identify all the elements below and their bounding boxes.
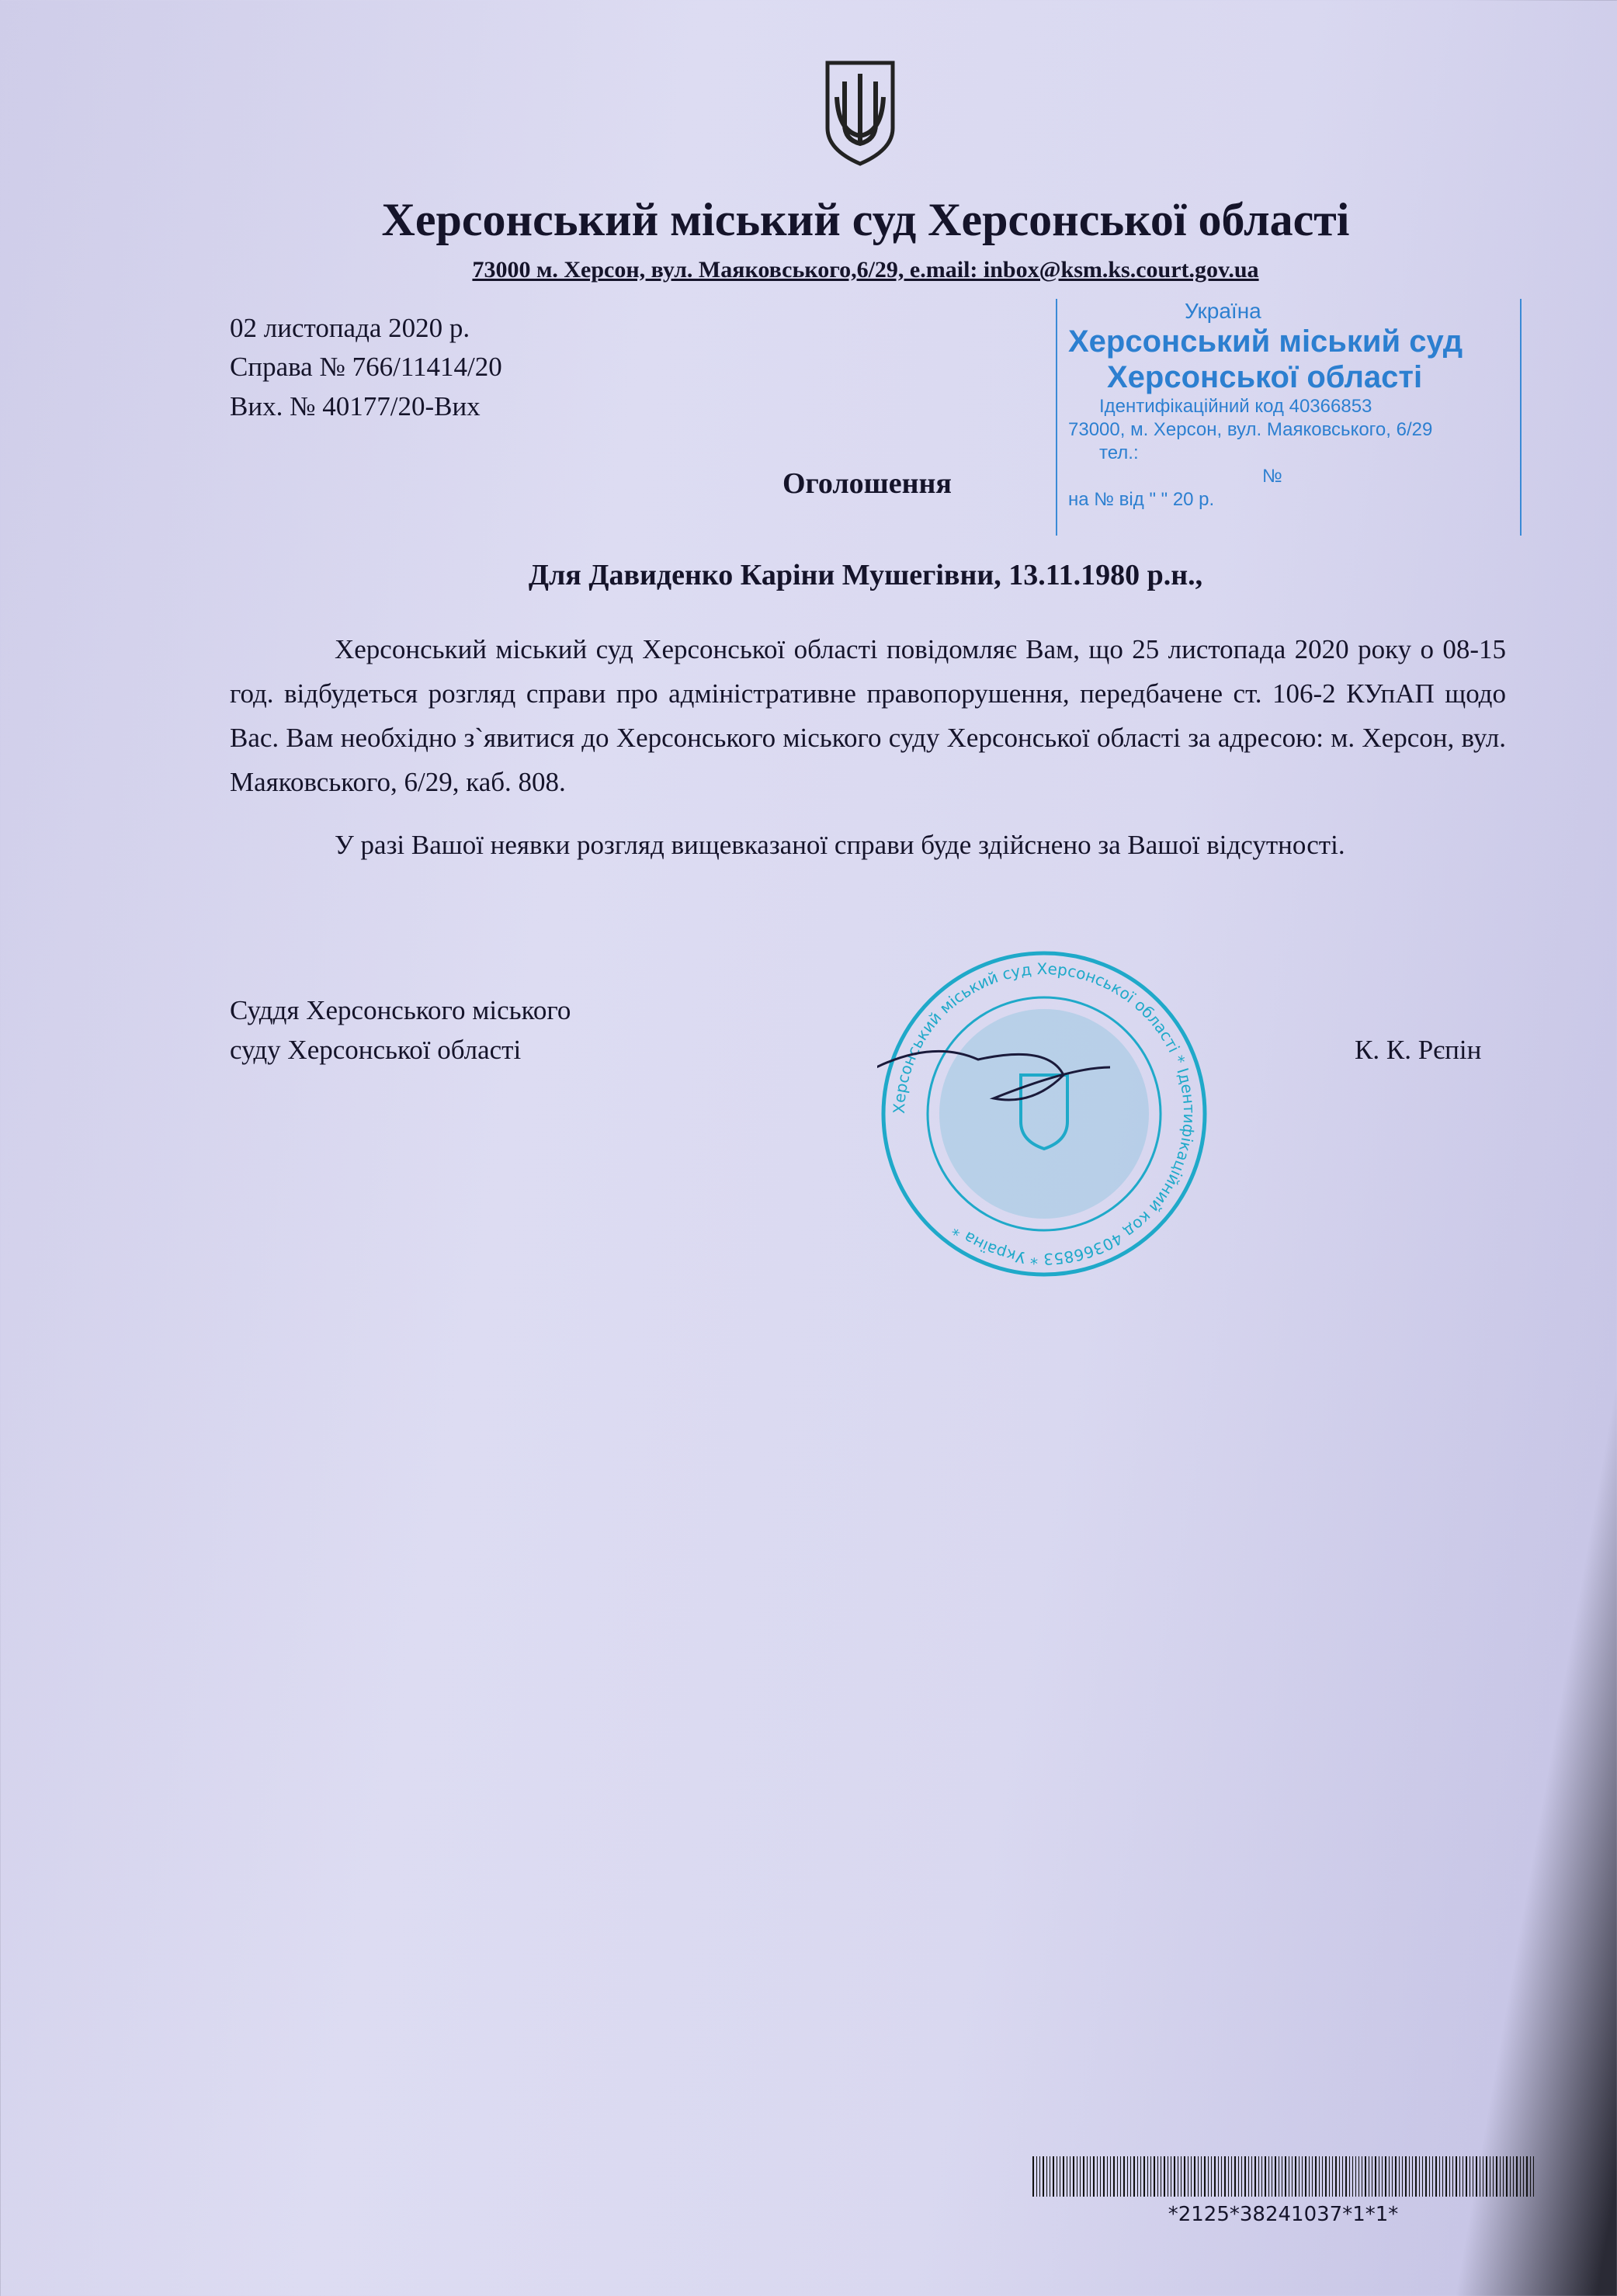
barcode-bar [1073, 2156, 1074, 2197]
barcode-bar [1036, 2156, 1037, 2197]
barcode-bar [1137, 2156, 1138, 2197]
barcode-bar [1335, 2156, 1337, 2197]
barcode-bar [1154, 2156, 1155, 2197]
barcode-bar [1352, 2156, 1353, 2197]
barcode-bar [1395, 2156, 1397, 2197]
barcode-bar [1039, 2156, 1040, 2197]
barcode-bar [1399, 2156, 1400, 2197]
barcode-bar [1228, 2156, 1229, 2197]
barcode-bar [1486, 2156, 1487, 2197]
barcode-bar [1194, 2156, 1195, 2197]
barcode-bar [1093, 2156, 1095, 2197]
barcode-bar [1459, 2156, 1460, 2197]
stamp-line: Херсонський міський суд [1068, 324, 1463, 359]
barcode-bar [1254, 2156, 1256, 2197]
barcode-bar [1181, 2156, 1182, 2197]
barcode-bar [1080, 2156, 1081, 2197]
barcode-bar [1046, 2156, 1047, 2197]
barcode-bar [1265, 2156, 1266, 2197]
document-date: 02 листопада 2020 р. [230, 313, 470, 343]
barcode-bar [1422, 2156, 1423, 2197]
barcode-bar [1476, 2156, 1477, 2197]
barcode-bar [1211, 2156, 1212, 2197]
stamp-line: 73000, м. Херсон, вул. Маяковського, 6/29 [1068, 419, 1433, 440]
barcode-bar [1248, 2156, 1249, 2197]
barcode-bar [1503, 2156, 1504, 2197]
stamp-line: Ідентифікаційний код 40366853 [1099, 396, 1372, 417]
barcode-bar [1382, 2156, 1383, 2197]
barcode-bar [1198, 2156, 1199, 2197]
barcode-bar [1258, 2156, 1259, 2197]
barcode-bar [1133, 2156, 1135, 2197]
barcode-bar [1214, 2156, 1216, 2197]
barcode-bar [1130, 2156, 1131, 2197]
document-heading: Оголошення [782, 467, 952, 500]
barcode-bar [1319, 2156, 1320, 2197]
barcode-bar [1127, 2156, 1128, 2197]
barcode-bar [1100, 2156, 1101, 2197]
barcode-bar [1238, 2156, 1239, 2197]
stamp-line: № [1262, 466, 1282, 487]
barcode-bar [1191, 2156, 1192, 2197]
barcode-bar [1231, 2156, 1232, 2197]
barcode-bar [1439, 2156, 1440, 2197]
barcode-bar [1244, 2156, 1246, 2197]
stamp-line: Україна [1185, 299, 1261, 323]
barcode-bar [1251, 2156, 1252, 2197]
judge-title [230, 990, 571, 1070]
barcode-bar [1097, 2156, 1098, 2197]
court-name: Херсонський міський суд Херсонської області [381, 194, 1350, 245]
barcode-bar [1302, 2156, 1303, 2197]
barcode-bar [1224, 2156, 1226, 2197]
barcode-bar [1090, 2156, 1091, 2197]
barcode-bar [1201, 2156, 1202, 2197]
barcode-bar [1174, 2156, 1175, 2197]
barcode-bar [1419, 2156, 1420, 2197]
barcode-bar [1117, 2156, 1118, 2197]
barcode-bar [1150, 2156, 1151, 2197]
barcode-bar [1123, 2156, 1125, 2197]
barcode-bar [1339, 2156, 1340, 2197]
barcode-bar [1325, 2156, 1327, 2197]
barcode-bar [1332, 2156, 1333, 2197]
barcode-bar [1147, 2156, 1148, 2197]
barcode-bar [1241, 2156, 1242, 2197]
barcode-bar [1449, 2156, 1450, 2197]
barcode-bar [1053, 2156, 1054, 2197]
barcode-bar [1526, 2156, 1528, 2197]
barcode-bar [1510, 2156, 1511, 2197]
barcode-bar [1315, 2156, 1317, 2197]
barcode-bar [1355, 2156, 1357, 2197]
barcode-bar [1312, 2156, 1313, 2197]
barcode-bar [1432, 2156, 1433, 2197]
barcode-bar [1345, 2156, 1347, 2197]
barcode-bar [1087, 2156, 1088, 2197]
barcode-bar [1429, 2156, 1430, 2197]
barcode-bar [1466, 2156, 1467, 2197]
barcode-bar [1329, 2156, 1330, 2197]
barcode-bar [1063, 2156, 1064, 2197]
barcode-bar [1530, 2156, 1531, 2197]
barcode-bar [1342, 2156, 1343, 2197]
barcode-bar [1533, 2156, 1534, 2197]
barcode-bar [1513, 2156, 1514, 2197]
barcode-bar [1234, 2156, 1236, 2197]
court-seal [877, 951, 1211, 1281]
barcode-bar [1349, 2156, 1350, 2197]
barcode-bar [1110, 2156, 1111, 2197]
barcode-bar [1445, 2156, 1447, 2197]
body-paragraph: У разі Вашої неявки розгляд вищевказаної справи буде здійснено за Вашої відсутності. [335, 830, 1345, 860]
stamp-line: тел.: [1099, 442, 1139, 463]
barcode-bar [1365, 2156, 1366, 2197]
barcode-bar [1409, 2156, 1410, 2197]
barcode-bar [1405, 2156, 1407, 2197]
court-address: 73000 м. Херсон, вул. Маяковського,6/29, e.mail: inbox@ksm.ks.court.gov.ua [472, 257, 1259, 283]
barcode-bar [1375, 2156, 1376, 2197]
barcode-bar [1442, 2156, 1443, 2197]
barcode-bar [1516, 2156, 1518, 2197]
barcode-bar [1221, 2156, 1222, 2197]
barcode-bar [1456, 2156, 1457, 2197]
judge-title-line: суду Херсонської області [230, 1035, 522, 1065]
barcode-bar [1268, 2156, 1269, 2197]
barcode-bar [1140, 2156, 1141, 2197]
barcode-bar [1496, 2156, 1497, 2197]
barcode-bar [1120, 2156, 1121, 2197]
barcode-bar [1493, 2156, 1494, 2197]
barcode-bar [1358, 2156, 1359, 2197]
barcode-bar [1523, 2156, 1524, 2197]
barcode-bar [1184, 2156, 1185, 2197]
barcode-text: *2125*38241037*1*1* [1168, 2203, 1399, 2226]
barcode-bar [1305, 2156, 1306, 2197]
barcode-bar [1322, 2156, 1323, 2197]
barcode-bar [1520, 2156, 1521, 2197]
body-paragraph: Херсонський міський суд Херсонської області повідомляє Вам, що 25 листопада 2020 року о 08-15 год. відбудеться розгляд справи про адміністративне правопорушення, передбачене ст. 106-2 КУпАП щодо Вас. Вам необхідно з`явитися до Херсонського міського суду Херсонської області за адресою: м. Херсон, вул. Маяковського, 6/29, каб. 808. [230, 634, 1506, 797]
barcode-bar [1425, 2156, 1427, 2197]
barcode-bar [1164, 2156, 1165, 2197]
case-number: Справа № 766/11414/20 [230, 352, 502, 382]
barcode-bar [1157, 2156, 1158, 2197]
registration-stamp [1056, 299, 1522, 536]
barcode-bar [1452, 2156, 1453, 2197]
barcode-bar [1500, 2156, 1501, 2197]
barcode-bar [1032, 2156, 1034, 2197]
barcode-bar [1261, 2156, 1262, 2197]
barcode-bar [1143, 2156, 1145, 2197]
barcode-bar [1506, 2156, 1508, 2197]
barcode-bar [1083, 2156, 1084, 2197]
barcode-bar [1275, 2156, 1276, 2197]
barcode-bar [1295, 2156, 1296, 2197]
barcode-bar [1218, 2156, 1219, 2197]
barcode-bar [1385, 2156, 1386, 2197]
barcode-bar [1043, 2156, 1044, 2197]
barcode-bar [1389, 2156, 1390, 2197]
barcode-bar [1402, 2156, 1403, 2197]
barcode-bar [1309, 2156, 1310, 2197]
barcode-bar [1204, 2156, 1206, 2197]
barcode-bar [1107, 2156, 1108, 2197]
barcode-bar [1292, 2156, 1293, 2197]
stamp-line: на № від " " 20 р. [1068, 489, 1215, 510]
barcode-bar [1412, 2156, 1413, 2197]
coat-of-arms-icon [821, 58, 899, 171]
barcode-bar [1392, 2156, 1393, 2197]
judge-name: К. К. Рєпін [1355, 1035, 1482, 1065]
barcode-bar [1285, 2156, 1286, 2197]
barcode [1032, 2156, 1534, 2197]
barcode-bar [1103, 2156, 1105, 2197]
barcode-bar [1208, 2156, 1209, 2197]
barcode-bar [1435, 2156, 1437, 2197]
addressee: Для Давиденко Каріни Мушегівни, 13.11.1980 р.н., [528, 559, 1203, 591]
barcode-bar [1113, 2156, 1115, 2197]
seal-ring-text: Херсонський міський суд Херсонської області * Ідентифікаційний код 40366853 * Україна * [889, 959, 1199, 1269]
barcode-bar [1415, 2156, 1417, 2197]
stamp-line: Херсонської області [1107, 360, 1423, 394]
judge-title-line: Суддя Херсонського міського [230, 995, 571, 1025]
outgoing-number: Вих. № 40177/20-Вих [230, 391, 481, 421]
